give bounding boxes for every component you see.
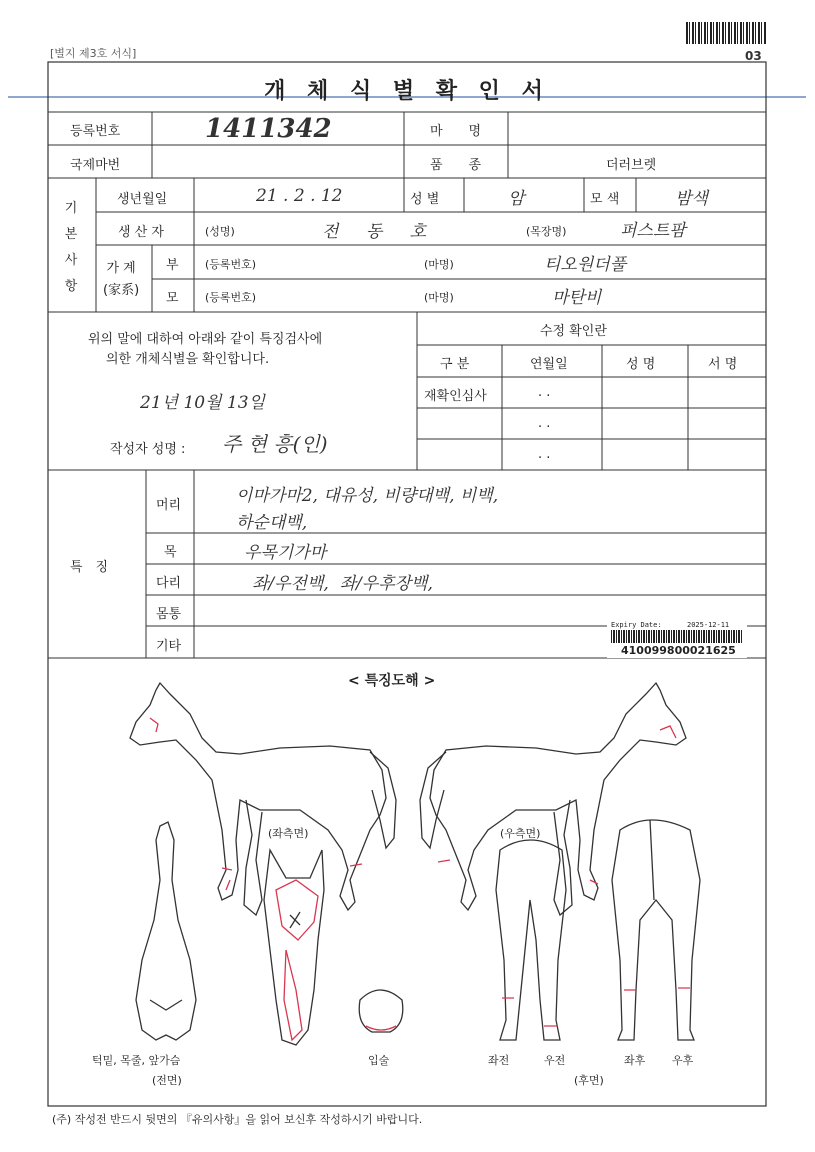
- color-value: 밤색: [675, 189, 708, 209]
- body-label: 몸통: [156, 607, 182, 622]
- legs-label: 다리: [156, 576, 182, 591]
- front-neck-figure: [136, 822, 196, 1040]
- breed-label: 품 종: [430, 158, 482, 173]
- neck-caption: 턱밑, 목줄, 앞가슴: [92, 1054, 181, 1067]
- barcode-value: 410099800021625: [621, 644, 736, 657]
- lip-caption: 입술: [368, 1054, 390, 1067]
- breeder-label: 생 산 자: [118, 225, 164, 240]
- dam-name-value: 마탄비: [552, 288, 602, 308]
- rear-view-figure: [612, 820, 700, 1040]
- lip-figure: [359, 990, 403, 1032]
- sex-label: 성 별: [410, 192, 440, 207]
- dam-label: 모: [166, 291, 179, 306]
- author-value: 주 현 흥(인): [222, 432, 328, 456]
- breeder-name-value: 전 동 호: [322, 222, 427, 242]
- revision-title: 수정 확인란: [540, 324, 607, 339]
- legs-value: 좌/우전백, 좌/우후장백,: [252, 574, 433, 594]
- expiry-value: 2025-12-11: [687, 621, 730, 629]
- head-value-1: 이마가마2, 대유성, 비량대백, 비백,: [236, 486, 499, 506]
- farm-label: (목장명): [526, 225, 567, 238]
- lf-caption: 좌전: [488, 1054, 510, 1067]
- features-section-label: 특 징: [70, 560, 109, 575]
- rev-date-dots-2: . .: [538, 416, 551, 431]
- basic-section-label: 기본사항: [64, 201, 78, 294]
- reg-no-value: 1411342: [205, 114, 332, 144]
- right-side-label: (우측면): [500, 827, 541, 840]
- color-label: 모 색: [590, 192, 620, 207]
- rev-row1-type: 재확인심사: [424, 389, 487, 404]
- neck-value: 우목기가마: [244, 543, 327, 563]
- intl-no-label: 국제마번: [70, 158, 121, 173]
- birth-value: 21 . 2 . 12: [256, 186, 343, 206]
- reg-no-label: 등록번호: [70, 124, 121, 139]
- rear-caption: (후면): [574, 1074, 604, 1087]
- front-legs-figure: [496, 840, 566, 1040]
- form-label: [별지 제3호 서식]: [50, 47, 137, 60]
- breed-value: 더러브렛: [606, 158, 657, 173]
- dam-reg-label: (등록번호): [205, 291, 257, 304]
- rev-col-type: 구 분: [440, 357, 470, 372]
- rh-caption: 우후: [672, 1054, 694, 1067]
- lineage-label-1: 가 계: [106, 261, 136, 276]
- expiry-label: Expiry Date:: [611, 621, 662, 629]
- rev-date-dots-3: . .: [538, 447, 551, 462]
- neck-label: 목: [164, 545, 177, 560]
- rf-caption: 우전: [544, 1054, 566, 1067]
- confirm-date: 21년 10월 13일: [140, 393, 265, 413]
- right-side-horse-figure: [420, 683, 686, 915]
- left-side-horse-figure: [130, 683, 396, 915]
- rev-date-dots-1: . .: [538, 385, 551, 400]
- head-label: 머리: [156, 498, 182, 513]
- lineage-label-2: (家系): [103, 283, 140, 298]
- footer-note: (주) 작성전 반드시 뒷면의 『유의사항』을 읽어 보신후 작성하시기 바랍니다.: [52, 1113, 423, 1126]
- confirm-text-1: 위의 말에 대하여 아래와 같이 특징검사에: [88, 332, 323, 347]
- rev-col-sign: 서 명: [708, 357, 738, 372]
- confirm-text-2: 의한 개체식별을 확인합니다.: [106, 352, 270, 367]
- front-caption: (전면): [152, 1074, 182, 1087]
- diagram-title: < 특징도해 >: [348, 673, 436, 689]
- sire-label: 부: [166, 258, 179, 273]
- rev-col-date: 연월일: [530, 357, 568, 372]
- farm-value: 퍼스트팜: [620, 221, 686, 241]
- face-front-figure: [264, 850, 324, 1045]
- sire-name-label: (마명): [424, 258, 454, 271]
- sire-name-value: 티오원더풀: [544, 255, 627, 275]
- lh-caption: 좌후: [624, 1054, 646, 1067]
- page-title: 개 체 식 별 확 인 서: [264, 79, 550, 104]
- dam-name-label: (마명): [424, 291, 454, 304]
- author-label: 작성자 성명 :: [110, 442, 186, 457]
- sex-value: 암: [508, 189, 525, 209]
- etc-label: 기타: [156, 639, 182, 654]
- rev-col-name: 성 명: [626, 357, 656, 372]
- breeder-name-label: (성명): [205, 225, 235, 238]
- birth-label: 생년월일: [117, 192, 168, 207]
- left-side-label: (좌측면): [268, 827, 309, 840]
- sire-reg-label: (등록번호): [205, 258, 257, 271]
- head-value-2: 하순대백,: [236, 513, 308, 533]
- page-number: 03: [745, 49, 762, 63]
- horse-name-label: 마 명: [430, 124, 482, 139]
